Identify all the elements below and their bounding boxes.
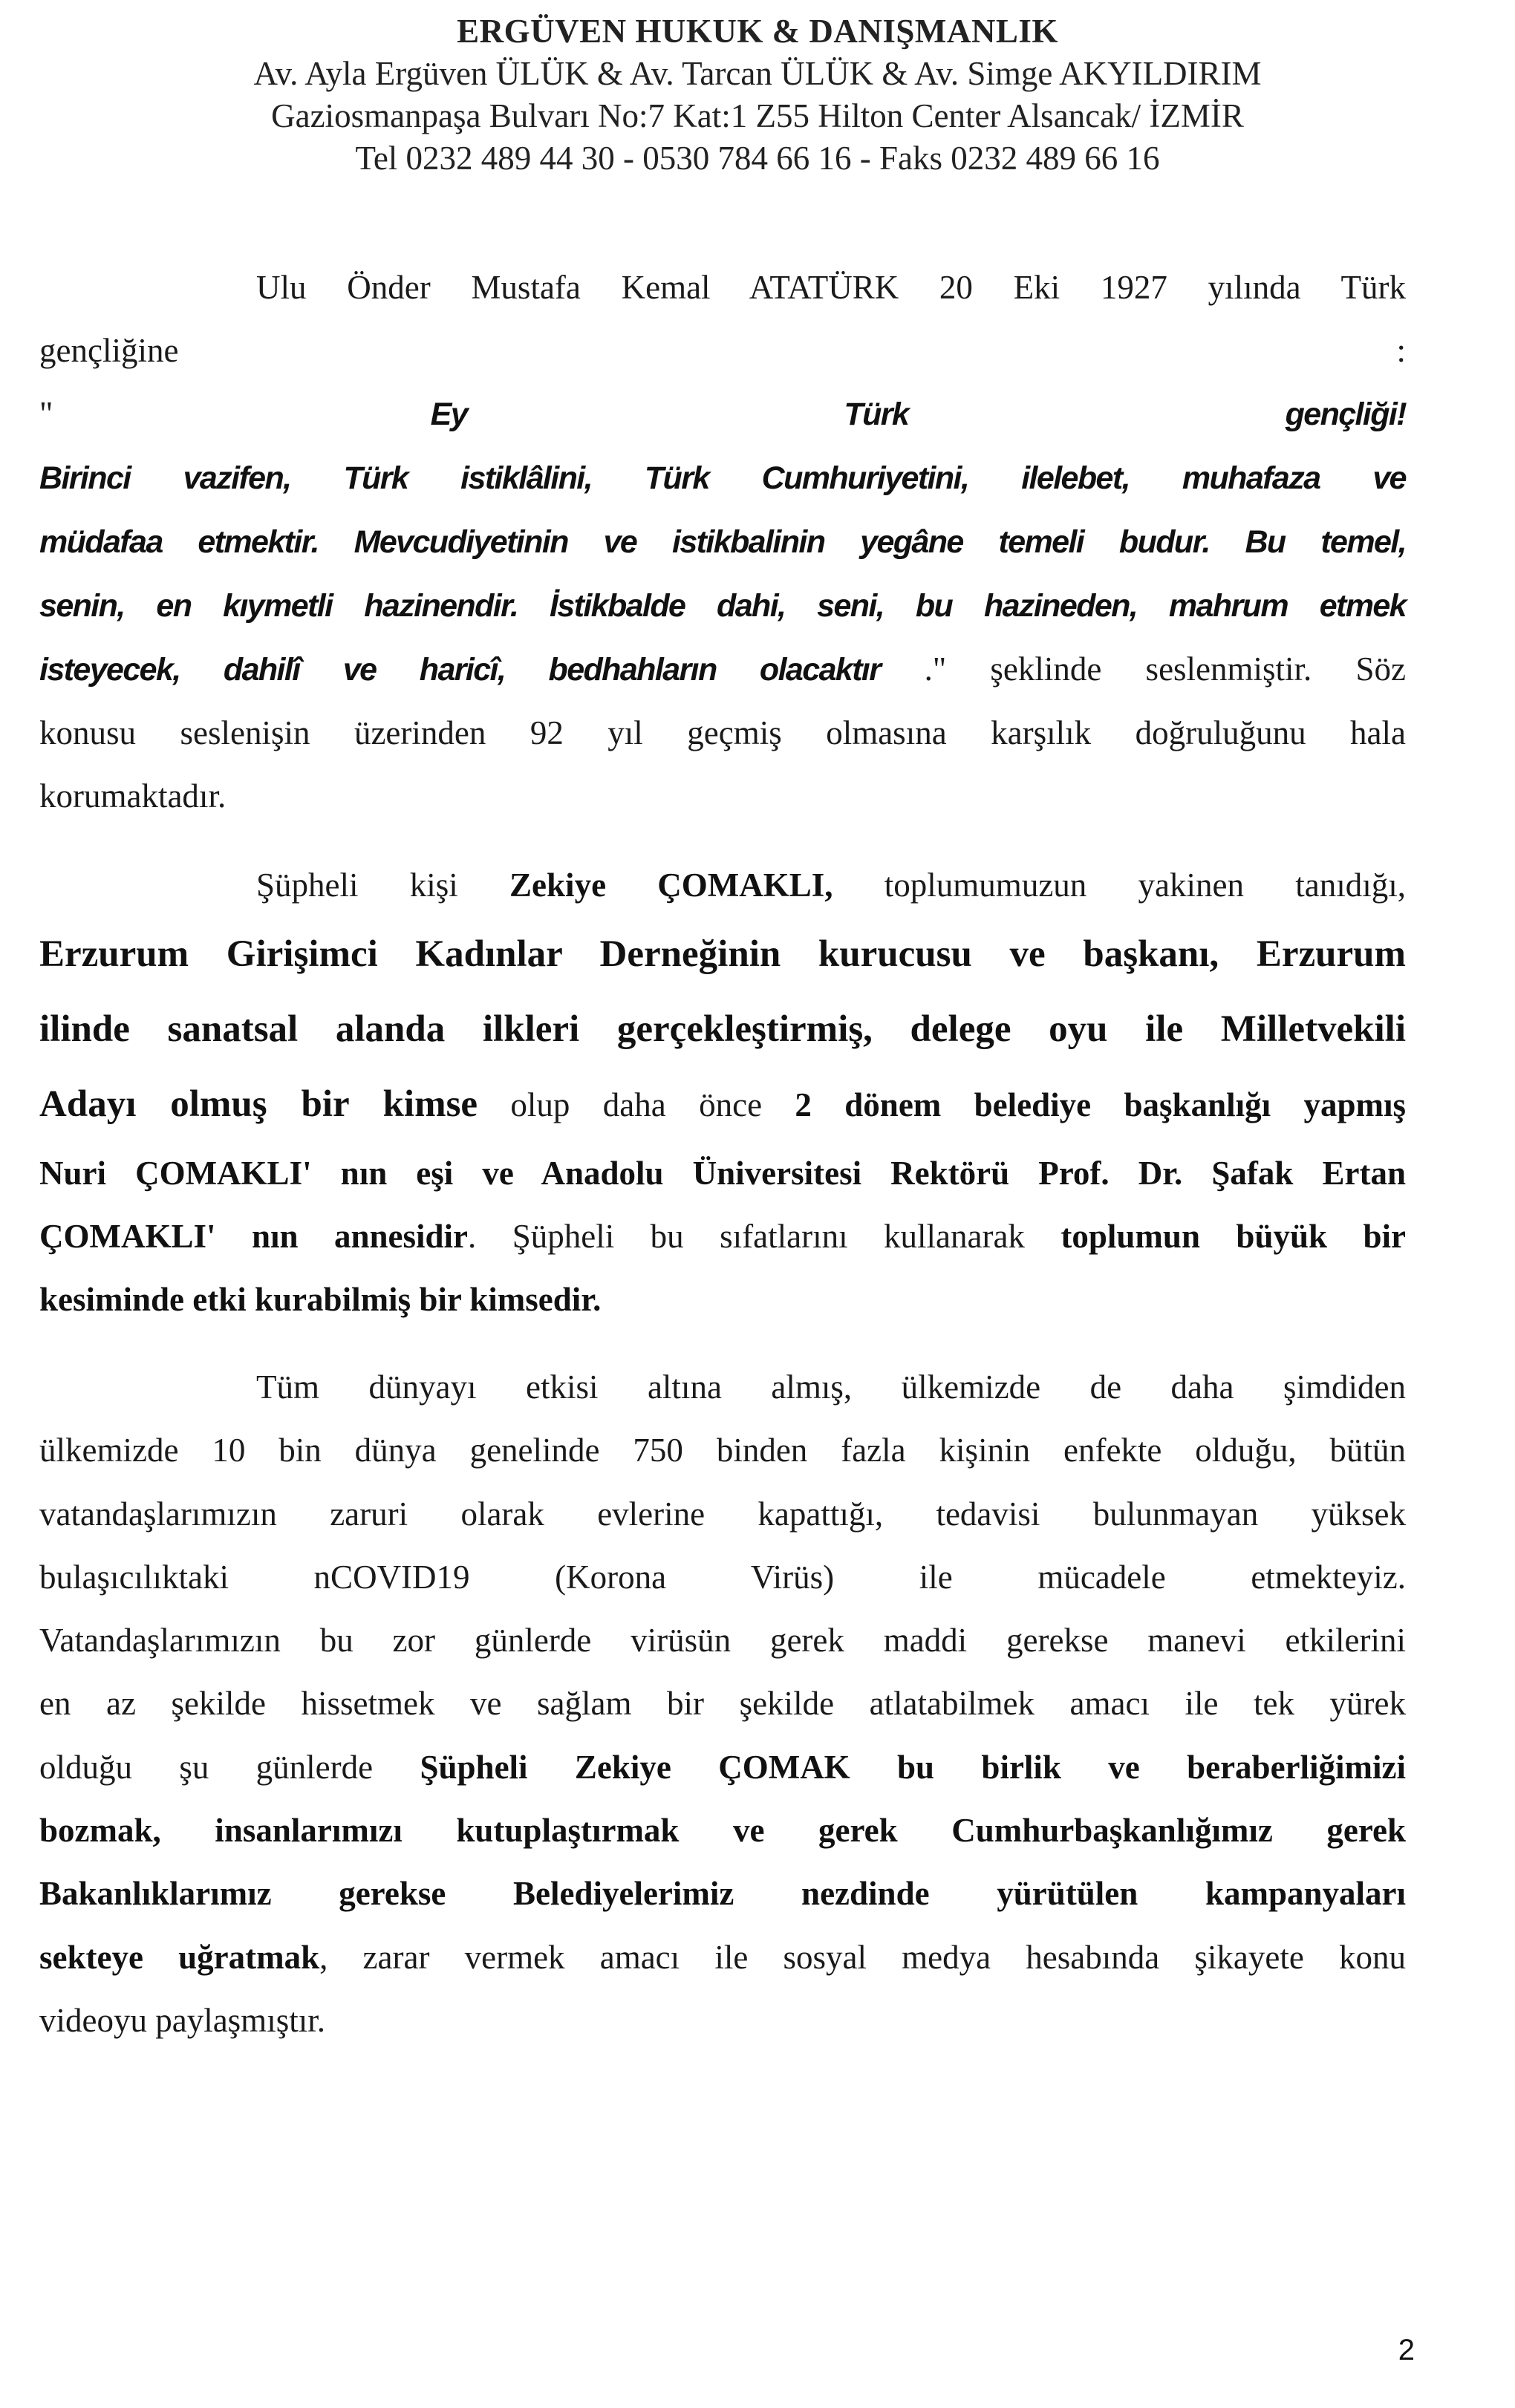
lawyer-names: Av. Ayla Ergüven ÜLÜK & Av. Tarcan ÜLÜK & Av. Simge AKYILDIRIM: [253, 55, 1262, 92]
text-run: Adayı olmuş bir kimse: [39, 1083, 478, 1125]
text-run: olup daha önce: [478, 1086, 795, 1123]
text-run: toplumumuzun yakinen tanıdığı,: [833, 867, 1406, 904]
text-run: isteyecek, dahilî ve haricî, bedhahların olacaktır: [39, 652, 881, 688]
text-run: ": [39, 395, 431, 432]
text-line: [39, 1609, 1406, 1672]
text-line: [39, 1268, 1406, 1331]
text-line: [39, 1546, 1406, 1609]
text-run: ilinde sanatsal alanda ilkleri gerçekleştirmiş, delege oyu ile Milletvekili: [39, 1008, 1406, 1050]
text-run: bulaşıcılıktaki nCOVID19 (Korona Virüs) ile mücadele etmekteyiz.: [39, 1558, 1406, 1596]
text-run: , zarar vermek amacı ile sosyal medya hesabında şikayete konu: [319, 1938, 1406, 1976]
text-line: [39, 1483, 1406, 1546]
text-line: [39, 992, 1406, 1067]
text-run: Birinci vazifen, Türk istiklâlini, Türk Cumhuriyetini, ilelebet, muhafaza ve: [39, 460, 1406, 496]
text-run: 2 dönem belediye başkanlığı yapmış: [795, 1086, 1406, 1123]
text-line: [39, 446, 1406, 510]
text-line: [39, 1736, 1406, 1799]
text-run: . Şüpheli bu sıfatlarını kullanarak: [468, 1218, 1061, 1255]
text-line: [39, 854, 1406, 917]
text-line: [39, 702, 1406, 765]
text-run: ." şeklinde seslenmiştir. Söz: [880, 650, 1406, 688]
text-run: Ulu Önder Mustafa Kemal ATATÜRK 20 Eki 1927 yılında Türk: [256, 269, 1406, 306]
text-run: korumaktadır.: [39, 777, 227, 815]
text-run: Bakanlıklarımız gerekse Belediyelerimiz nezdinde yürütülen kampanyaları: [39, 1875, 1406, 1913]
text-line: [39, 1067, 1406, 1142]
paragraph-suspect-profile: [39, 854, 1406, 1331]
text-line: [39, 1672, 1406, 1735]
text-run: Zekiye ÇOMAKLI,: [509, 867, 833, 904]
text-run: gençliğine :: [39, 332, 1406, 369]
text-line: [39, 1862, 1406, 1925]
text-run: olduğu şu günlerde: [39, 1748, 420, 1786]
text-line: [39, 319, 1406, 382]
paragraph-ataturk-quote: [39, 256, 1406, 828]
text-run: en az şekilde hissetmek ve sağlam bir şekilde atlatabilmek amacı ile tek yürek: [39, 1685, 1406, 1723]
text-line: [39, 1205, 1406, 1268]
text-run: vatandaşlarımızın zaruri olarak evlerine kapattığı, tedavisi bulunmayan yüksek: [39, 1495, 1406, 1533]
text-line: [39, 1926, 1406, 1989]
text-line: [39, 1356, 1406, 1419]
text-run: senin, en kıymetli hazinendir. İstikbalde dahi, seni, bu hazineden, mahrum etmek: [39, 588, 1406, 624]
text-run: Şüpheli Zekiye ÇOMAK bu birlik ve beraberliğimizi: [420, 1748, 1407, 1786]
text-run: bozmak, insanlarımızı kutuplaştırmak ve gerek Cumhurbaşkanlığımız gerek: [39, 1812, 1406, 1850]
text-line: [39, 1419, 1406, 1482]
text-run: konusu seslenişin üzerinden 92 yıl geçmiş olmasına karşılık doğruluğunu hala: [39, 714, 1406, 751]
text-run: videoyu paylaşmıştır.: [39, 2001, 325, 2039]
text-run: Tüm dünyayı etkisi altına almış, ülkemizde de daha şimdiden: [256, 1368, 1406, 1406]
text-run: Erzurum Girişimci Kadınlar Derneğinin kurucusu ve başkanı, Erzurum: [39, 933, 1406, 975]
text-line: [39, 638, 1406, 702]
text-line: [39, 1142, 1406, 1205]
letterhead: [0, 10, 1515, 180]
page-number: 2: [1398, 2334, 1415, 2366]
text-run: ÇOMAKLI' nın annesidir: [39, 1218, 469, 1255]
text-run: Ey Türk gençliği!: [430, 397, 1406, 432]
text-run: kesiminde etki kurabilmiş bir kimsedir.: [39, 1281, 602, 1318]
text-line: [39, 1989, 1406, 2052]
firm-address: Gaziosmanpaşa Bulvarı No:7 Kat:1 Z55 Hilton Center Alsancak/ İZMİR: [271, 97, 1244, 134]
text-run: toplumun büyük bir: [1060, 1218, 1406, 1255]
text-line: [39, 765, 1406, 828]
firm-contact: Tel 0232 489 44 30 - 0530 784 66 16 - Faks 0232 489 66 16: [355, 140, 1160, 177]
text-line: [39, 510, 1406, 574]
text-run: sekteye uğratmak: [39, 1938, 320, 1976]
paragraph-covid-context: [39, 1356, 1406, 2052]
text-line: [39, 256, 1406, 319]
text-run: müdafaa etmektir. Mevcudiyetinin ve istikbalinin yegâne temeli budur. Bu temel,: [39, 524, 1406, 560]
text-run: Şüpheli kişi: [256, 867, 510, 904]
text-line: [39, 1799, 1406, 1862]
text-run: Vatandaşlarımızın bu zor günlerde virüsün gerek maddi gerekse manevi etkilerini: [39, 1622, 1406, 1660]
text-line: [39, 574, 1406, 638]
firm-name: ERGÜVEN HUKUK & DANIŞMANLIK: [457, 13, 1058, 50]
text-run: Nuri ÇOMAKLI' nın eşi ve Anadolu Üniversitesi Rektörü Prof. Dr. Şafak Ertan: [39, 1155, 1406, 1192]
text-line: [39, 382, 1406, 446]
text-run: ülkemizde 10 bin dünya genelinde 750 binden fazla kişinin enfekte olduğu, bütün: [39, 1432, 1406, 1469]
text-line: [39, 917, 1406, 992]
